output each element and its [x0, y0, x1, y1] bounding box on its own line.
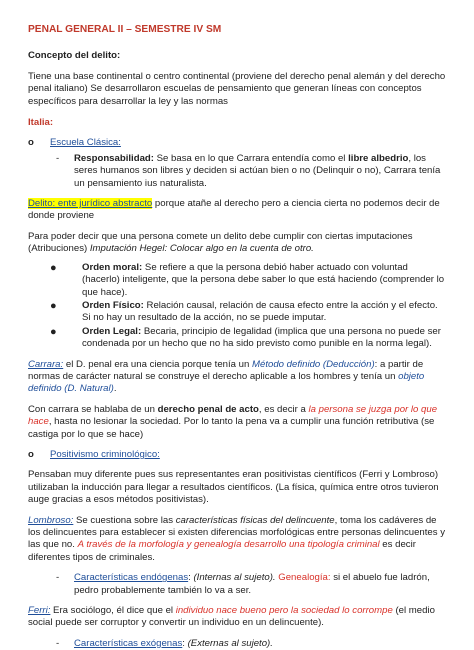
carrara-paragraph: Carrara: el D. penal era una ciencia porque tenía un Método definido (Deducción): a partir de normas de carácter natural se construye el derecho aplicable a los hombres y tenía un objeto definido (D. Natural).	[28, 358, 425, 395]
endogenas-item: - Características endógenas: (Internas al sujeto). Genealogía: si el abuelo fue ladrón, pedro probablemente también lo va a ser.	[56, 572, 430, 596]
bullet-o-icon: o	[28, 448, 34, 460]
bullet-o-icon: o	[28, 137, 34, 149]
individuo-nace-bueno: individuo nace bueno pero la sociedad lo corrompe	[175, 605, 393, 617]
dash-icon: -	[56, 637, 60, 649]
carrara-name: Carrara:	[28, 358, 64, 370]
ordenes-list	[28, 262, 448, 351]
concepto-text: Tiene una base continental o centro continental (proviene del derecho penal alemán y del derecho penal italiano) Se desarrollaron escuelas de pensamiento que generan líneas con conceptos específicos para desarrollar la ley y las normas	[28, 70, 446, 107]
delito-highlight	[28, 198, 152, 209]
delito-label: Delito: ente jurídico abstracto	[28, 198, 153, 210]
dash-icon: -	[56, 572, 60, 584]
list-item: ● Orden Legal: Becaria, principio de legalidad (implica que una persona no puede ser condenada por un hecho que no ha sido previsto como punible en la norma legal).	[50, 325, 441, 350]
derecho-penal-acto: derecho penal de acto	[157, 403, 259, 415]
tipologia-criminal: A través de la morfología y genealogía desarrollo una tipología criminal	[77, 539, 380, 551]
lombroso-paragraph: Lombroso: Se cuestiona sobre las características físicas del delincuente, toma los cadáveres de los delincuentes para establecer si existen diferencias morfológicas entre personas delincuentes y las que no. A través de la morfología y genealogía desarrollo una tipología criminal es decir diferentes tipos de criminales.	[28, 514, 446, 563]
ferri-name: Ferri:	[28, 605, 51, 617]
imputacion-hegel: Imputación Hegel: Colocar algo en la cuenta de otro.	[89, 243, 314, 255]
escuela-clasica-label: Escuela Clásica:	[50, 137, 121, 149]
responsabilidad-item	[56, 153, 448, 190]
pena-paragraph: Con carrara se hablaba de un derecho penal de acto, es decir a la persona se juzga por lo que hace, hasta no lesionar la sociedad. Por lo tanto la pena va a cumplir una función retributiva (se castiga por lo que se hace)	[28, 403, 438, 440]
bullet-dot-icon: ●	[50, 299, 57, 312]
delito-paragraph: Delito: ente jurídico abstracto porque atañe al derecho pero a ciencia cierta no podemos decir de donde proviene	[28, 198, 440, 222]
exogenas-label: Características exógenas	[74, 637, 183, 649]
libre-albedrio: libre albedrio	[348, 152, 409, 164]
concepto-heading: Concepto del delito:	[28, 50, 121, 62]
list-item: ● Orden moral: Se refiere a que la persona debió haber actuado con voluntad (hacerlo) inteligente, que la persona debe saber lo que está haciendo (comprender lo que hace).	[50, 261, 445, 298]
positivismo-item	[28, 449, 448, 461]
objeto-definido: objeto definido (D. Natural)	[28, 370, 425, 395]
bullet-dot-icon: ●	[50, 325, 57, 338]
endogenas-label: Características endógenas	[74, 572, 189, 584]
genealogia-label: Genealogía:	[275, 572, 331, 584]
escuela-clasica-item	[28, 137, 448, 149]
positivismo-label: Positivismo criminológico:	[50, 448, 160, 460]
dash-icon: -	[56, 152, 60, 164]
responsabilidad-text: Responsabilidad: Se basa en lo que Carrara entendía como el libre albedrio, los seres humanos son libres y deciden si actúan bien o no (Delinquir o no), Carrara tenía un pensamiento ius naturalista.	[74, 152, 441, 189]
imputacion-paragraph: Para poder decir que una persona comete un delito debe cumplir con ciertas imputaciones (Atribuciones) Imputación Hegel: Colocar algo en la cuenta de otro.	[28, 230, 413, 255]
document-title: PENAL GENERAL II – SEMESTRE IV SM	[28, 24, 222, 35]
responsabilidad-label: Responsabilidad:	[74, 152, 154, 164]
ferri-paragraph: Ferri: Era sociólogo, él dice que el individuo nace bueno pero la sociedad lo corrompe (el medio social puede ser corruptor y convertir un individuo en un delincuente).	[28, 605, 435, 629]
bullet-dot-icon: ●	[50, 261, 57, 274]
lombroso-name: Lombroso:	[28, 514, 74, 526]
list-item: ● Orden Físico: Relación causal, relación de causa efecto entre la acción y el efecto. Si no hay un resultado de la acción, no se puede imputar.	[50, 299, 438, 324]
italia-label: Italia:	[28, 117, 54, 129]
metodo-definido: Método definido (Deducción)	[252, 358, 375, 370]
exogenas-item: - Características exógenas: (Externas al sujeto).	[56, 637, 273, 649]
positivismo-text: Pensaban muy diferente pues sus representantes eran positivistas científicos (Ferri y Lombroso) utilizaban la inducción para llegar a resultados científicos. (La física, química entre otros tuvieron auge gracias a esos métodos positivistas).	[28, 469, 439, 506]
persona-juzga: la persona se juzga por lo que hace	[28, 403, 438, 428]
